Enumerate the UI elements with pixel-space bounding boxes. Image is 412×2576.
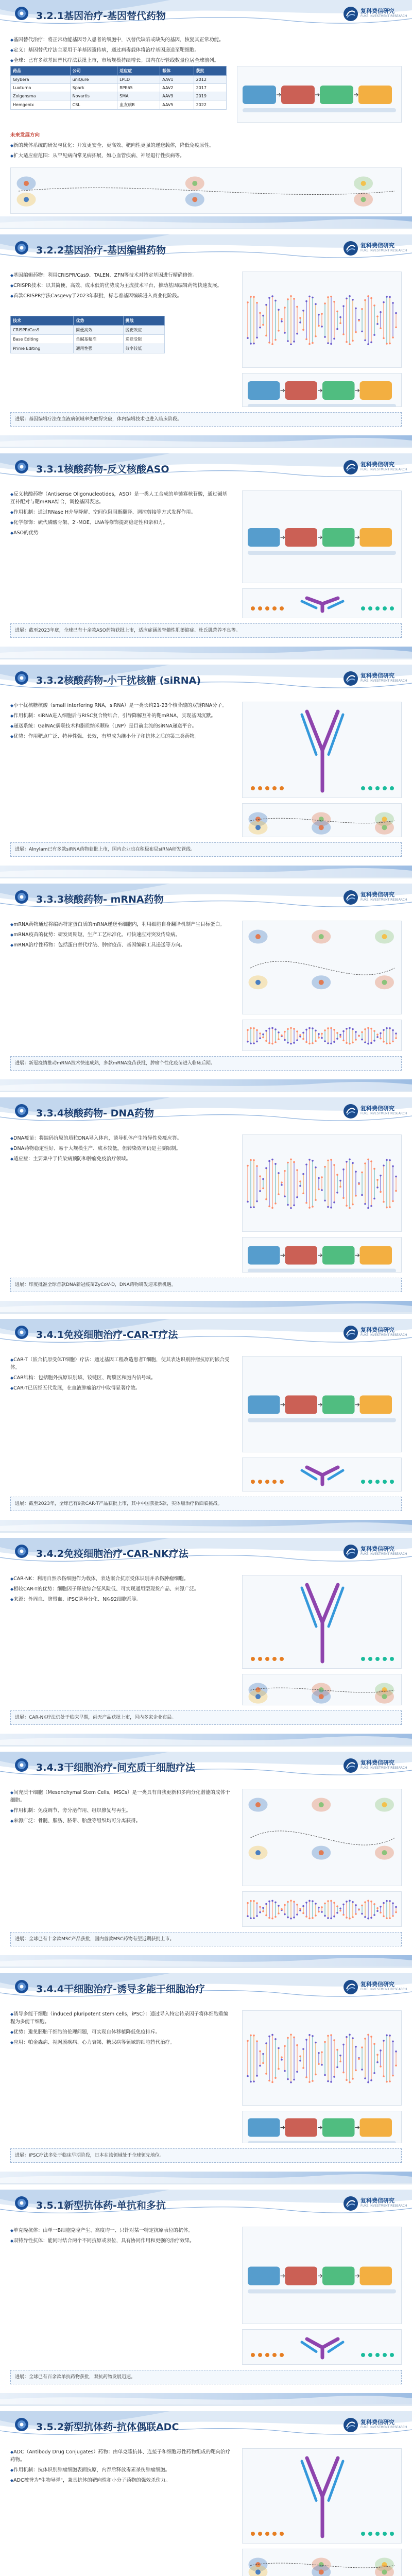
body-text-block: [10, 1575, 232, 1606]
brand-subtitle: FUKE INVESTMENT RESEARCH: [360, 249, 407, 252]
brand-name: 复科费信研究: [360, 461, 394, 468]
body-paragraph: ◆ CAR结构：包括胞外抗原识别域、铰链区、跨膜区和胞内信号域。: [10, 1374, 232, 1382]
mechanism-figure: [242, 702, 402, 798]
body-paragraph: ◆ mRNA治疗性药物：包括蛋白替代疗法、肿瘤疫苗、基因编辑工具递送等方向。: [10, 941, 232, 949]
brand-subtitle: FUKE INVESTMENT RESEARCH: [360, 1988, 407, 1991]
table-cell: uniQure: [70, 76, 117, 84]
body-paragraph: ◆ 相较CAR-T的优势：细胞因子释放综合征风险低、可实现通用型现货产品、来源广泛。: [10, 1585, 232, 1593]
mechanism-figure: [242, 1575, 402, 1669]
future-direction-item: 未来发展方向: [10, 132, 40, 138]
brand-logo: [343, 1543, 405, 1561]
progress-note: 进展：截至2023年底，全球已有十余款ASO药物获批上市，适应症涵盖脊髓性肌萎缩症、杜氏肌营养不良等。: [10, 623, 402, 638]
slide-title: 3.5.2新型抗体药-抗体偶联ADC: [36, 2421, 179, 2433]
table-header-cell: 适应症: [117, 66, 160, 76]
body-paragraph: ◆ CAR-T已历经五代发展，在血液肿瘤治疗中取得显著疗效。: [10, 1384, 232, 1392]
future-direction-item: ◆ 扩大适应症范围：从罕见病向常见病拓展，如心血管疾病、神经退行性疾病等。: [10, 152, 402, 160]
slide-header: [0, 1319, 412, 1351]
mechanism-figure: [242, 2227, 402, 2324]
logo-mark-icon: [343, 1979, 358, 1995]
table-cell: Glybera: [11, 76, 71, 84]
slide-title: 3.3.1核酸药物-反义核酸ASO: [36, 464, 169, 475]
supporting-figure: [242, 2329, 402, 2365]
slide-footer-band: [0, 866, 412, 877]
body-paragraph: ◆ mRNA疫苗的优势：研发周期短、生产工艺标准化、可快速应对突发传染病。: [10, 931, 232, 939]
footer-wave-graphic: [0, 435, 412, 447]
vector-diagram-figure: [237, 66, 402, 123]
slide-7: [0, 1319, 412, 1533]
mechanism-figure: [242, 1356, 402, 1452]
slide-10: [0, 1973, 412, 2184]
logo-mark-icon: [343, 2196, 358, 2211]
mechanism-figure: [242, 1789, 402, 1886]
body-text-block: [10, 1134, 232, 1165]
supporting-figure: [242, 2549, 402, 2576]
brand-subtitle: FUKE INVESTMENT RESEARCH: [360, 14, 407, 18]
logo-mark-icon: [343, 671, 358, 686]
brand-name: 复科费信研究: [360, 891, 394, 898]
table-cell: 通用性强: [74, 344, 123, 353]
body-paragraph: ◆ 来源广泛：骨髓、脂肪、脐带、胎盘等组织均可分离获得。: [10, 1817, 232, 1825]
body-text-block: [10, 272, 232, 302]
footer-wave-graphic: [0, 1734, 412, 1745]
footer-wave-graphic: [0, 647, 412, 658]
table-cell: CSL: [70, 100, 117, 110]
slide-footer-band: [0, 1520, 412, 1531]
table-cell: AAV5: [160, 100, 194, 110]
data-table: [10, 66, 227, 110]
brand-logo: [343, 459, 405, 476]
slide-title: 3.2.2基因治疗-基因编辑药物: [36, 245, 166, 256]
body-paragraph: ◆ ADC被誉为"生物导弹"，兼具抗体的靶向性和小分子药物的强效杀伤力。: [10, 2477, 232, 2484]
brand-logo: [343, 1324, 405, 1342]
slide-footer-band: [0, 1079, 412, 1091]
footer-wave-graphic: [0, 1955, 412, 1967]
slide-title: 3.4.2免疫细胞治疗-CAR-NK疗法: [36, 1548, 188, 1560]
table-cell: Prime Editing: [11, 344, 74, 353]
slide-title: 3.5.1新型抗体药-单抗和多抗: [36, 2200, 166, 2211]
table-cell: AAV9: [160, 92, 194, 100]
brand-subtitle: FUKE INVESTMENT RESEARCH: [360, 898, 407, 902]
table-header-cell: 优势: [74, 316, 123, 326]
table-cell: Zolgensma: [11, 92, 71, 100]
table-cell: 2012: [194, 76, 226, 84]
body-text-block: [10, 36, 402, 67]
footer-wave-graphic: [0, 2172, 412, 2183]
table-cell: Hemgenix: [11, 100, 71, 110]
body-paragraph: ◆ DNA药物稳定性好、易于大规模生产、成本较低，但转染效率仍是主要限制。: [10, 1145, 232, 1153]
slide-8: [0, 1538, 412, 1747]
mechanism-figure: [242, 272, 402, 368]
table-cell: 脱靶效应: [123, 326, 165, 335]
slide-header: [0, 1538, 412, 1570]
mechanism-figure: [242, 2448, 402, 2544]
brand-name: 复科费信研究: [360, 1105, 394, 1112]
brand-logo: [343, 2416, 405, 2434]
table-header-cell: 挑战: [123, 316, 165, 326]
body-paragraph: ◆ 作用机制：通过RNase H介导降解、空间位阻阻断翻译、调控剪接等方式发挥作用。: [10, 509, 232, 516]
logo-mark-icon: [343, 241, 358, 256]
brand-name: 复科费信研究: [360, 672, 394, 679]
slide-header: [0, 1752, 412, 1784]
mechanism-figure: [242, 2010, 402, 2106]
table-header-cell: 公司: [70, 66, 117, 76]
progress-note: 进展：Alnylam已有多款siRNA药物获批上市，国内企业也在积极布局siRNA研发管线。: [10, 842, 402, 857]
body-paragraph: ◆ 来源：外周血、脐带血、iPSC诱导分化、NK-92细胞系等。: [10, 1596, 232, 1603]
progress-note: 进展：基因编辑疗法在血液病领域率先取得突破，体内编辑技术也进入临床阶段。: [10, 412, 402, 427]
table-row: [11, 76, 227, 84]
table-cell: LPLD: [117, 76, 160, 84]
body-paragraph: ◆ mRNA药物通过将编码特定蛋白质的mRNA递送至细胞内，利用细胞自身翻译机制产生目标蛋白。: [10, 921, 232, 928]
brand-logo: [343, 5, 405, 23]
slide-header: [0, 234, 412, 266]
body-paragraph: ◆ 全球：已有多款基因替代疗法获批上市，市场规模持续增长。国内在研管线数量位居全球前列。: [10, 57, 402, 64]
brand-subtitle: FUKE INVESTMENT RESEARCH: [360, 679, 407, 683]
body-paragraph: ◆ CRISPR技术：以其简便、高效、成本低的优势成为主流技术平台，推动基因编辑药物快速发展。: [10, 282, 232, 290]
brand-logo: [343, 889, 405, 906]
supporting-figure: [242, 803, 402, 837]
supporting-figure: [242, 2111, 402, 2143]
brand-logo: [343, 2195, 405, 2212]
future-directions-block: [10, 131, 402, 162]
slide-header: [0, 0, 412, 32]
brand-subtitle: FUKE INVESTMENT RESEARCH: [360, 468, 407, 471]
slide-header: [0, 2411, 412, 2443]
slide-footer-band: [0, 1301, 412, 1312]
body-paragraph: ◆ 作用机制：抗体识别肿瘤细胞表面抗原，内吞后释放毒素杀伤肿瘤细胞。: [10, 2466, 232, 2474]
table-cell: 递送受限: [123, 335, 165, 344]
slide-6: [0, 1097, 412, 1314]
supporting-figure: [242, 588, 402, 618]
table-cell: Spark: [70, 84, 117, 92]
slide-footer-band: [0, 647, 412, 658]
table-cell: SMA: [117, 92, 160, 100]
table-row: [11, 344, 165, 353]
slide-12: [0, 2411, 412, 2576]
progress-note: 进展：全球已有百余款单抗药物获批，双抗药物发展迅速。: [10, 2370, 402, 2384]
logo-mark-icon: [343, 460, 358, 475]
footer-wave-graphic: [0, 1301, 412, 1312]
body-paragraph: ◆ 化学修饰：硫代磷酸骨架、2'-MOE、LNA等修饰提高稳定性和亲和力。: [10, 519, 232, 527]
logo-mark-icon: [343, 2417, 358, 2433]
mechanism-figure: [242, 490, 402, 583]
mechanism-figure: [242, 1134, 402, 1232]
future-direction-item: ◆ 新的载体系统的研发与优化：开发更安全、更高效、靶向性更强的递送载体，降低免疫原性。: [10, 142, 402, 149]
body-paragraph: ◆ 单克隆抗体：由单一B细胞克隆产生、高度均一、只针对某一特定抗原表位的抗体。: [10, 2227, 232, 2234]
table-header-cell: 技术: [11, 316, 74, 326]
gene-therapy-figure: [10, 167, 402, 214]
logo-mark-icon: [343, 890, 358, 905]
table-row: [11, 100, 227, 110]
slide-5: [0, 884, 412, 1092]
brand-subtitle: FUKE INVESTMENT RESEARCH: [360, 1766, 407, 1770]
table-header-cell: 药品: [11, 66, 71, 76]
footer-wave-graphic: [0, 1520, 412, 1531]
supporting-figure: [242, 373, 402, 407]
brand-subtitle: FUKE INVESTMENT RESEARCH: [360, 2204, 407, 2208]
table-cell: 简便高效: [74, 326, 123, 335]
table-row: [11, 84, 227, 92]
table-cell: AAV1: [160, 76, 194, 84]
slide-header: [0, 1973, 412, 2005]
table-cell: Novartis: [70, 92, 117, 100]
body-paragraph: ◆ ASO的优势: [10, 529, 232, 537]
body-paragraph: ◆ 适应症：主要集中于传染病预防和肿瘤免疫治疗领域。: [10, 1155, 232, 1163]
body-paragraph: ◆ ADC（Antibody Drug Conjugates）药物：由单克隆抗体、连接子和细胞毒性药物组成的靶向治疗药物。: [10, 2448, 232, 2464]
table-cell: 2017: [194, 84, 226, 92]
slide-footer-band: [0, 216, 412, 228]
slide-title: 3.3.2核酸药物-小干扰核糖 (siRNA): [36, 675, 201, 686]
slide-4: [0, 665, 412, 878]
brand-name: 复科费信研究: [360, 1981, 394, 1988]
brand-name: 复科费信研究: [360, 2197, 394, 2204]
slide-footer-band: [0, 1734, 412, 1745]
supporting-figure: [242, 1020, 402, 1051]
body-paragraph: ◆ 作用机制：免疫调节、旁分泌作用、组织修复与再生。: [10, 1807, 232, 1815]
body-paragraph: ◆ 小干扰核糖核酸（small interfering RNA，siRNA）是一类长约21-23个核苷酸的双链RNA分子。: [10, 702, 232, 709]
progress-note: 进展：全球已有十余款MSC产品获批，国内首款MSC药物有望近期获批上市。: [10, 1932, 402, 1946]
footer-wave-graphic: [0, 2393, 412, 2404]
brand-logo: [343, 670, 405, 687]
brand-name: 复科费信研究: [360, 1759, 394, 1766]
body-paragraph: ◆ 反义核酸药物（Antisense Oligonucleotides，ASO）是一类人工合成的单链寡核苷酸，通过碱基互补配对与靶mRNA结合，调控基因表达。: [10, 490, 232, 506]
table-header-cell: 获批: [194, 66, 226, 76]
slide-header: [0, 1097, 412, 1129]
body-paragraph: ◆ 递送系统：GalNAc偶联技术和脂质纳米颗粒（LNP）是目前主流的siRNA递送平台。: [10, 722, 232, 730]
table-cell: RPE65: [117, 84, 160, 92]
body-text-block: [10, 2227, 232, 2247]
supporting-figure: [242, 1237, 402, 1273]
progress-note: 进展：截至2023年，全球已有9款CAR-T产品获批上市，其中中国获批5款，实体瘤治疗仍面临挑战。: [10, 1497, 402, 1511]
table-cell: 血友病B: [117, 100, 160, 110]
logo-mark-icon: [343, 6, 358, 22]
brand-logo: [343, 1757, 405, 1774]
table-row: [11, 92, 227, 100]
slide-header: [0, 2190, 412, 2222]
slide-footer-band: [0, 435, 412, 447]
table-row: [11, 335, 165, 344]
body-paragraph: ◆ 首款CRISPR疗法Casgevy于2023年获批，标志着基因编辑进入商业化阶段。: [10, 292, 232, 300]
slide-footer-band: [0, 2393, 412, 2404]
data-table: [10, 316, 165, 353]
progress-note: 进展：CAR-NK疗法仍处于临床早期，尚无产品获批上市，国内多家企业布局。: [10, 1710, 402, 1725]
slide-header: [0, 453, 412, 485]
brand-subtitle: FUKE INVESTMENT RESEARCH: [360, 1112, 407, 1115]
slide-11: [0, 2190, 412, 2406]
body-paragraph: ◆ 诱导多能干细胞（induced pluripotent stem cells，iPSC）：通过导入特定转录因子将体细胞重编程为多能干细胞。: [10, 2010, 232, 2026]
slide-1: [0, 0, 412, 229]
supporting-figure: [242, 1891, 402, 1927]
brand-name: 复科费信研究: [360, 242, 394, 249]
body-paragraph: ◆ 间充质干细胞（Mesenchymal Stem Cells，MSCs）是一类具有自我更新和多向分化潜能的成体干细胞。: [10, 1789, 232, 1804]
slide-title: 3.4.3干细胞治疗-间充质干细胞疗法: [36, 1762, 195, 1773]
logo-mark-icon: [343, 1758, 358, 1773]
logo-mark-icon: [343, 1544, 358, 1560]
progress-note: 进展：iPSC疗法多处于临床早期阶段，日本在该领域处于全球领先地位。: [10, 2148, 402, 2163]
progress-note: 进展：印度批准全球首款DNA新冠疫苗ZyCoV-D，DNA药物研发迎来新机遇。: [10, 1278, 402, 1292]
table-header-row: [11, 316, 165, 326]
mechanism-figure: [242, 921, 402, 1014]
brand-logo: [343, 240, 405, 257]
slide-title: 3.3.4核酸药物- DNA药物: [36, 1108, 154, 1119]
logo-mark-icon: [343, 1325, 358, 1341]
body-text-block: [10, 2448, 232, 2487]
brand-logo: [343, 1103, 405, 1120]
brand-subtitle: FUKE INVESTMENT RESEARCH: [360, 1552, 407, 1556]
body-paragraph: ◆ 应用：帕金森病、视网膜疾病、心力衰竭、糖尿病等领域的细胞替代治疗。: [10, 2039, 232, 2046]
body-text-block: [10, 490, 232, 539]
table-cell: 效率较低: [123, 344, 165, 353]
slide-3: [0, 453, 412, 659]
footer-wave-graphic: [0, 866, 412, 877]
table-cell: 2022: [194, 100, 226, 110]
slide-footer-band: [0, 1955, 412, 1967]
body-paragraph: ◆ 作用机制：siRNA进入细胞后与RISC复合物结合，引导降解互补的靶mRNA，实现基因沉默。: [10, 712, 232, 720]
body-paragraph: ◆ 优势：避免胚胎干细胞的伦理问题，可实现自体移植降低免疫排斥。: [10, 2028, 232, 2036]
brand-subtitle: FUKE INVESTMENT RESEARCH: [360, 1333, 407, 1337]
brand-name: 复科费信研究: [360, 1546, 394, 1552]
slide-title: 3.2.1基因治疗-基因替代药物: [36, 10, 166, 22]
supporting-figure: [242, 1674, 402, 1705]
table-header-row: [11, 66, 227, 76]
body-text-block: [10, 1356, 232, 1395]
body-text-block: [10, 1789, 232, 1827]
body-paragraph: ◆ 优势：作用靶点广泛、特异性强、长效，有望成为继小分子和抗体之后的第三类药物。: [10, 733, 232, 740]
table-cell: Base Editing: [11, 335, 74, 344]
body-paragraph: ◆ CAR-T（嵌合抗原受体T细胞）疗法：通过基因工程改造患者T细胞，使其表达识别肿瘤抗原的嵌合受体。: [10, 1356, 232, 1371]
table-cell: 2019: [194, 92, 226, 100]
slide-2: [0, 234, 412, 448]
brand-name: 复科费信研究: [360, 2419, 394, 2426]
table-row: [11, 326, 165, 335]
slide-title: 3.4.4干细胞治疗-诱导多能干细胞治疗: [36, 1984, 205, 1995]
body-text-block: [10, 2010, 232, 2049]
body-paragraph: ◆ 基因编辑药物：利用CRISPR/Cas9、TALEN、ZFN等技术对特定基因进行精确修饰。: [10, 272, 232, 279]
body-paragraph: ◆ DNA疫苗：将编码抗原的质粒DNA导入体内，诱导机体产生特异性免疫应答。: [10, 1134, 232, 1142]
body-paragraph: ◆ 双特异性抗体：能同时结合两个不同抗原或表位，具有协同作用和更强的治疗效果。: [10, 2237, 232, 2245]
brand-subtitle: FUKE INVESTMENT RESEARCH: [360, 2426, 407, 2429]
table-cell: AAV2: [160, 84, 194, 92]
body-text-block: [10, 921, 232, 952]
brand-name: 复科费信研究: [360, 8, 394, 14]
body-paragraph: ◆ CAR-NK：利用自然杀伤细胞作为载体，表达嵌合抗原受体识别并杀伤肿瘤细胞。: [10, 1575, 232, 1583]
slide-title: 3.4.1免疫细胞治疗-CAR-T疗法: [36, 1329, 178, 1341]
slide-9: [0, 1752, 412, 1968]
footer-wave-graphic: [0, 1079, 412, 1091]
progress-note: 进展：新冠疫情推动mRNA技术快速成熟，多款mRNA疫苗获批，肿瘤个性化疫苗进入临床后期。: [10, 1056, 402, 1071]
brand-logo: [343, 1978, 405, 1996]
supporting-figure: [242, 1458, 402, 1492]
brand-name: 复科费信研究: [360, 1327, 394, 1333]
body-paragraph: ◆ 定义：基因替代疗法主要用于单基因遗传病，通过病毒载体将治疗基因递送至靶细胞。: [10, 46, 402, 54]
table-cell: CRISPR/Cas9: [11, 326, 74, 335]
slide-header: [0, 884, 412, 916]
slide-footer-band: [0, 2172, 412, 2183]
slide-header: [0, 665, 412, 697]
body-paragraph: ◆ 基因替代治疗：将正常功能基因导入患者的细胞中，以替代缺陷或缺失的基因，恢复其正常功能。: [10, 36, 402, 44]
logo-mark-icon: [343, 1104, 358, 1119]
table-header-cell: 载体: [160, 66, 194, 76]
footer-wave-graphic: [0, 216, 412, 228]
body-text-block: [10, 702, 232, 743]
slide-title: 3.3.3核酸药物- mRNA药物: [36, 894, 164, 905]
table-cell: 单碱基精准: [74, 335, 123, 344]
table-cell: Luxturna: [11, 84, 71, 92]
